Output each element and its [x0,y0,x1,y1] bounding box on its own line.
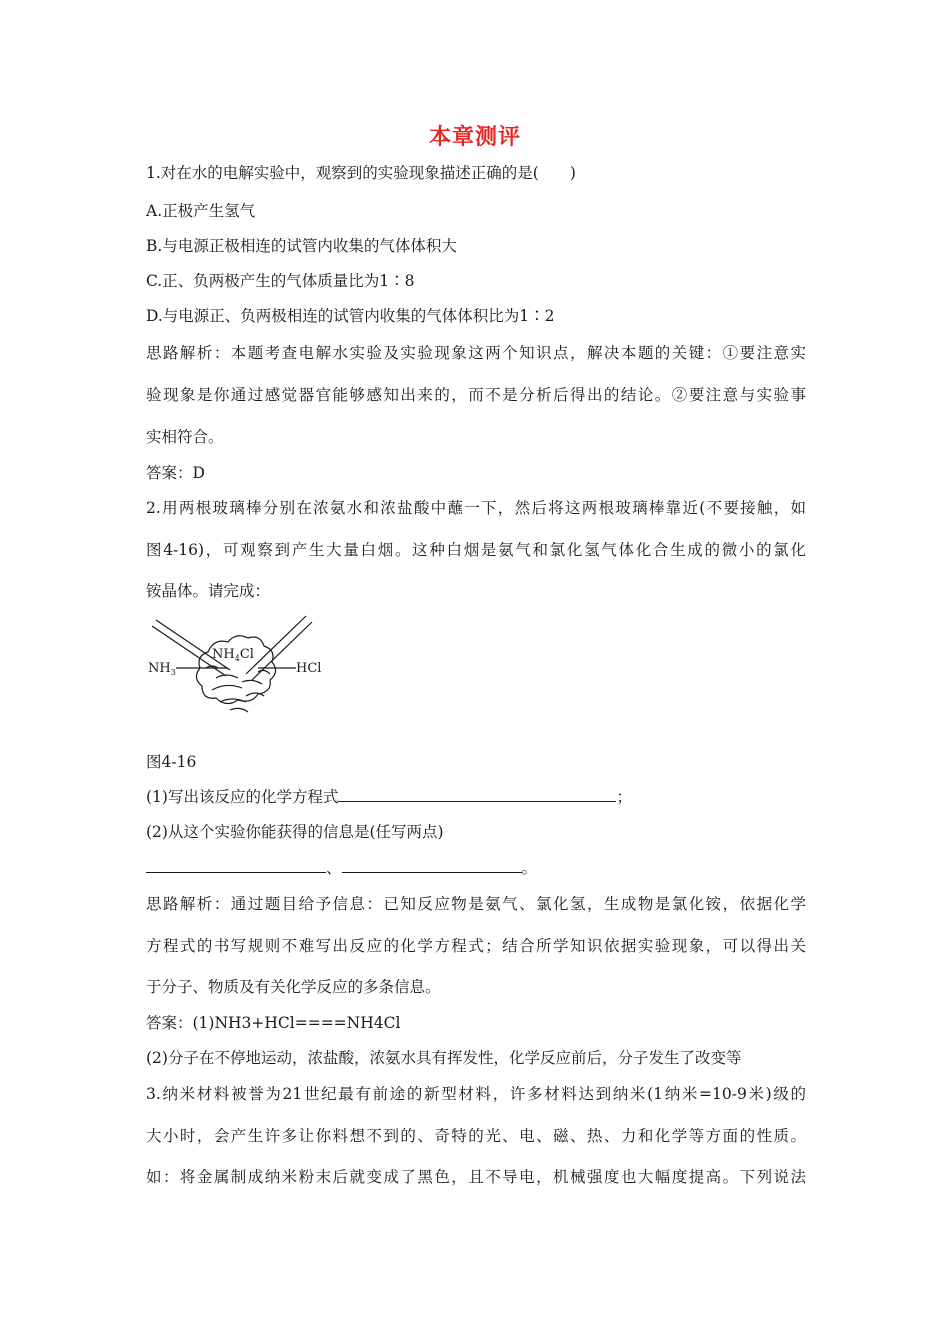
q1-answer: 答案：D [146,464,205,482]
q2-analysis-line: 思路解析：通过题目给予信息：已知反应物是氨气、氯化氢，生成物是氯化铵，依据化学 [146,895,806,913]
q2-stem-line: 图4-16)，可观察到产生大量白烟。这种白烟是氨气和氯化氢气体化合生成的微小的氯化 [146,541,806,559]
q2-sub1-end: ； [616,788,632,806]
q2-sub2-blanks [146,858,806,878]
q1-option-c: C.正、负两极产生的气体质量比为1∶8 [146,272,415,290]
figure-label-hcl: HCl [296,661,322,676]
q1-option-a: A.正极产生氢气 [146,202,256,220]
q1-analysis-line: 实相符合。 [146,428,224,446]
q2-analysis-line: 于分子、物质及有关化学反应的多条信息。 [146,978,441,996]
q2-analysis-line: 方程式的书写规则不难写出反应的化学方程式；结合所学知识依据实验现象，可以得出关 [146,937,806,955]
smoke-cloud [196,636,275,712]
q1-analysis-line: 思路解析：本题考查电解水实验及实验现象这两个知识点，解决本题的关键：①要注意实 [146,344,806,362]
q2-answer: 答案：(1)NH3+HCl====NH4Cl [146,1014,401,1032]
q3-stem-line: 3.纳米材料被誉为21世纪最有前途的新型材料，许多材料达到纳米(1纳米=10-9米)级的 [146,1085,806,1103]
figure-caption: 图4-16 [146,753,197,771]
q2-sub1 [146,787,806,807]
q1-option-b: B.与电源正极相连的试管内收集的气体体积大 [146,237,457,255]
q2-sub2-end: 。 [521,859,538,877]
answer-blank [342,858,522,873]
answer-blank [146,858,326,873]
answer-blank [338,787,616,802]
figure-4-16 [146,612,336,732]
q2-stem-line: 2.用两根玻璃棒分别在浓氨水和浓盐酸中蘸一下，然后将这两根玻璃棒靠近(不要接触，如 [146,499,806,517]
q2-sub2-sep: 、 [326,859,342,877]
figure-label-nh3: $NH_3$ [148,661,176,677]
q1-analysis-line: 验现象是你通过感觉器官能够感知出来的，而不是分析后得出的结论。②要注意与实验事 [146,386,806,404]
q3-stem-line: 如：将金属制成纳米粉末后就变成了黑色，且不导电，机械强度也大幅度提高。下列说法 [146,1168,806,1186]
q2-sub2: (2)从这个实验你能获得的信息是(任写两点) [146,823,444,841]
q1-option-d: D.与电源正、负两极相连的试管内收集的气体体积比为1∶2 [146,307,555,325]
q2-sub1-text: (1)写出该反应的化学方程式 [146,788,339,806]
page-title: 本章测评 [428,125,521,150]
q3-stem-line: 大小时，会产生许多让你料想不到的、奇特的光、电、磁、热、力和化学等方面的性质。 [146,1127,806,1145]
figure-label-nh4cl: $NH_4Cl$ [212,647,254,663]
q2-stem-line: 铵晶体。请完成： [146,582,271,600]
q2-answer: (2)分子在不停地运动，浓盐酸，浓氨水具有挥发性，化学反应前后，分子发生了改变等 [146,1049,742,1067]
q1-stem: 1.对在水的电解实验中，观察到的实验现象描述正确的是( ) [146,164,576,182]
